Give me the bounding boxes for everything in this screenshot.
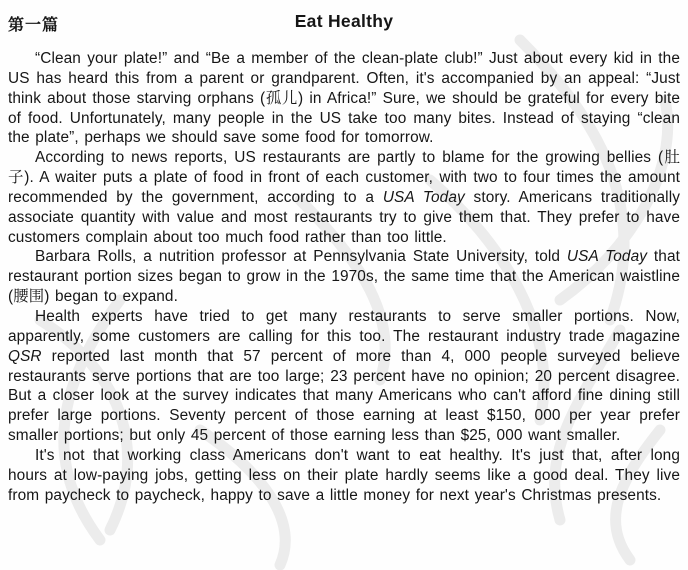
article-body [8,49,680,505]
text-run: Health experts have tried to get many restaurants to serve smaller portions. Now, apparently, some customers are calling for this too. The restaurant industry trade magazine [8,307,680,345]
text-run: It's not that working class Americans don't want to eat healthy. It's just that, after long hours at low-paying jobs, getting less on their plate hardly seems like a good deal. They live from paycheck to paycheck, happy to save a little money for next year's Christmas presents. [8,446,680,504]
header [8,11,680,37]
text-run: that restaurant portion sizes began to grow in the 1970s, the same time that the American waistline (腰围) began to expand. [8,248,680,306]
text-run: reported last month that 57 percent of more than 4, 000 people surveyed believe restaurants serve portions that are too large; 23 percent have no opinion; 20 percent disagree. But a closer look at the survey indicates that many Americans who can't afford fine dining still prefer large portions. Seventy percent of those earning at least $150, 000 per year prefer smaller portions; but only 45 percent of those earning less than $25, 000 want smaller. [8,347,680,445]
paragraph [8,247,680,307]
italic-run: QSR [8,347,42,365]
paragraph [8,446,680,506]
text-run: Barbara Rolls, a nutrition professor at Pennsylvania State University, told [35,248,567,266]
paragraph [8,307,680,446]
page-title: Eat Healthy [294,11,394,31]
section-label: 第一篇 [8,17,60,34]
italic-run: USA Today [566,248,648,266]
text-run: “Clean your plate!” and “Be a member of the clean-plate club!” Just about every kid in the US has heard this from a parent or grandparent. Often, it's accompanied by an appeal: “Just think about those starving orphans (孤儿) in Africa!” Sure, we should be grateful for every bite of food. Unfortunately, many people in the US take too many bites. Instead of staying “clean the plate”, perhaps we should save some food for tomorrow. [8,50,680,147]
italic-run: USA Today [382,188,465,206]
text-run: According to news reports, US restaurants are partly to blame for the growing bellies (肚子). A waiter puts a plate of food in front of each customer, with two to four times the amount recommended by the government, according to a [8,149,680,206]
paragraph [8,148,680,247]
text-run: story. Americans traditionally associate quantity with value and most restaurants try to give them that. They prefer to have customers complain about too much food rather than too little. [8,188,681,246]
paragraph [8,49,680,148]
